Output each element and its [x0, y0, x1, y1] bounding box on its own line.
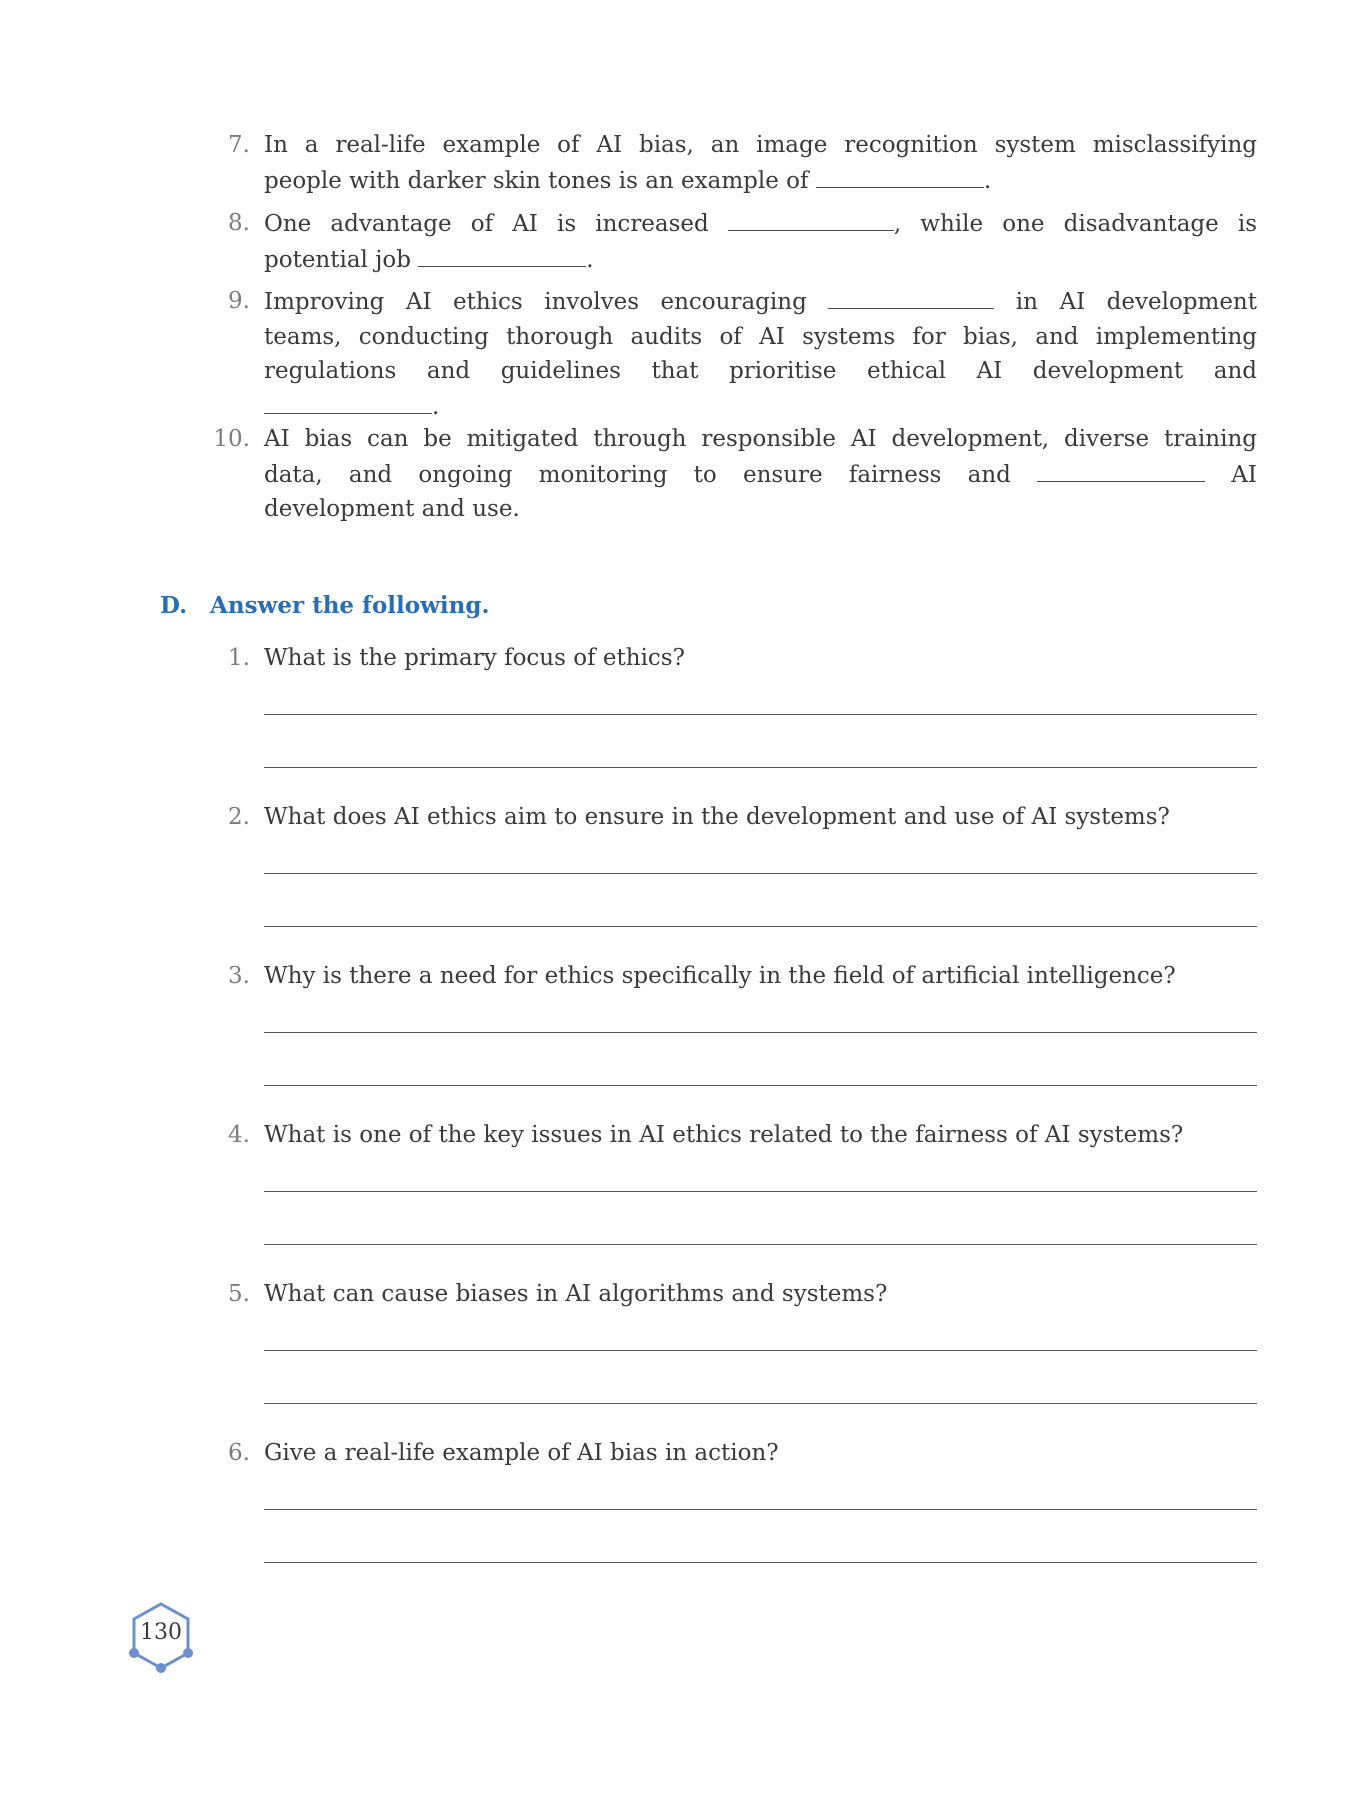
question-6 [228, 1436, 1257, 1470]
answer-line[interactable] [264, 1032, 1257, 1033]
question-text: Why is there a need for ethics specifically in the field of artificial intelligence? [264, 963, 1176, 989]
item-line: One advantage of AI is increased , while one disadvantage is [264, 206, 1257, 242]
fill-item-10 [213, 422, 1257, 527]
question-number: 5. [228, 1281, 250, 1307]
item-number: 8. [228, 210, 250, 236]
question-text: What is the primary focus of ethics? [264, 645, 685, 671]
item-line: Improving AI ethics involves encouraging in AI development [264, 284, 1257, 320]
item-line: people with darker skin tones is an example of . [264, 163, 1257, 199]
item-line: regulations and guidelines that prioritise ethical AI development and [264, 358, 1257, 384]
item-line: potential job . [264, 242, 1257, 278]
item-line: In a real-life example of AI bias, an image recognition system misclassifying [264, 132, 1257, 158]
question-4 [228, 1118, 1257, 1152]
answer-line[interactable] [264, 1085, 1257, 1086]
question-number: 2. [228, 804, 250, 830]
question-3 [228, 959, 1257, 993]
blank-field[interactable] [816, 163, 984, 188]
answer-line[interactable] [264, 873, 1257, 874]
page-number: 130 [140, 1620, 182, 1645]
question-text: What is one of the key issues in AI ethics related to the fairness of AI systems? [264, 1122, 1184, 1148]
question-number: 1. [228, 645, 250, 671]
answer-line[interactable] [264, 1403, 1257, 1404]
question-number: 3. [228, 963, 250, 989]
question-number: 6. [228, 1440, 250, 1466]
answer-line[interactable] [264, 926, 1257, 927]
section-letter: D. [160, 592, 188, 619]
item-line: teams, conducting thorough audits of AI systems for bias, and implementing [264, 323, 1257, 350]
fill-item-7 [228, 128, 1257, 198]
question-1 [228, 641, 1257, 675]
question-text: Give a real-life example of AI bias in action? [264, 1440, 779, 1466]
blank-field[interactable] [1037, 457, 1205, 482]
answer-line[interactable] [264, 1244, 1257, 1245]
item-line: data, and ongoing monitoring to ensure fairness and AI [264, 457, 1257, 493]
question-text: What does AI ethics aim to ensure in the development and use of AI systems? [264, 804, 1170, 830]
blank-field[interactable] [264, 389, 432, 414]
question-text: What can cause biases in AI algorithms and systems? [264, 1281, 888, 1307]
blank-field[interactable] [728, 206, 894, 231]
section-title: Answer the following. [210, 592, 490, 619]
item-line: . [264, 389, 1257, 425]
fill-item-9 [228, 284, 1257, 424]
answer-line[interactable] [264, 1350, 1257, 1351]
answer-line[interactable] [264, 767, 1257, 768]
item-number: 10. [213, 426, 250, 452]
question-number: 4. [228, 1122, 250, 1148]
item-number: 7. [228, 132, 250, 158]
item-line: development and use. [264, 496, 520, 522]
blank-field[interactable] [828, 284, 994, 309]
answer-line[interactable] [264, 1509, 1257, 1510]
answer-line[interactable] [264, 1191, 1257, 1192]
section-heading [160, 592, 489, 619]
answer-line[interactable] [264, 1562, 1257, 1563]
fill-item-8 [228, 206, 1258, 277]
blank-field[interactable] [418, 242, 586, 267]
question-5 [228, 1277, 1257, 1311]
item-number: 9. [228, 288, 250, 314]
item-line: AI bias can be mitigated through responsible AI development, diverse training [264, 426, 1257, 452]
question-2 [228, 800, 1257, 834]
answer-line[interactable] [264, 714, 1257, 715]
